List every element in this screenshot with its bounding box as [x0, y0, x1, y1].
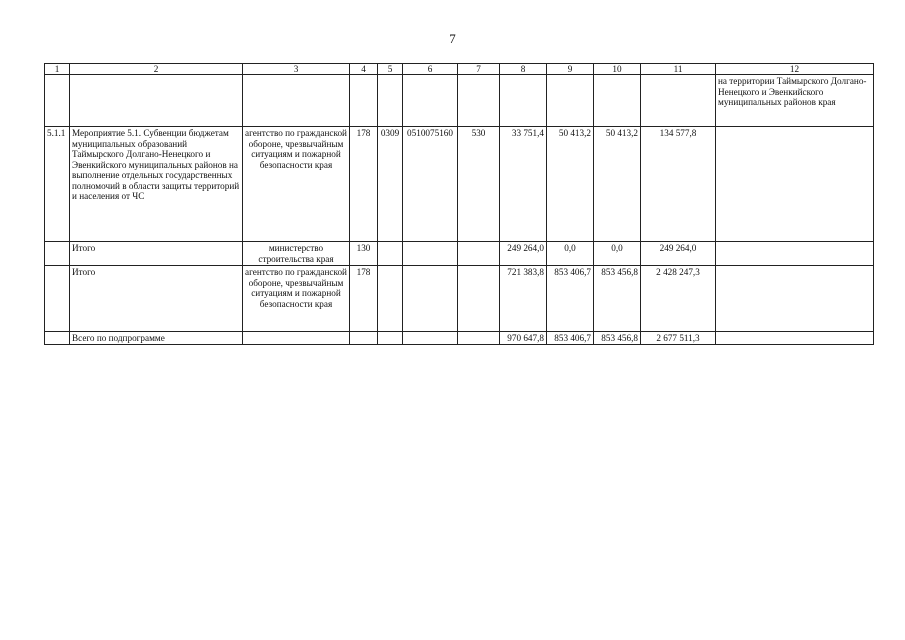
- amount-cell: 249 264,0: [500, 242, 547, 266]
- header-cell: 9: [547, 64, 594, 75]
- amount-cell: 50 413,2: [547, 127, 594, 242]
- total-amount-cell: 249 264,0: [641, 242, 716, 266]
- table-cell: [500, 75, 547, 127]
- result-description-cell: [716, 127, 874, 242]
- header-cell: 12: [716, 64, 874, 75]
- table-cell: [403, 75, 458, 127]
- page-number: 7: [449, 31, 456, 46]
- header-cell: 10: [594, 64, 641, 75]
- table-row-activity-5-1-1: [45, 127, 874, 242]
- table-cell: [378, 242, 403, 266]
- table-cell: [243, 332, 350, 345]
- table-cell: [350, 75, 378, 127]
- table-cell: [716, 266, 874, 332]
- header-cell: 3: [243, 64, 350, 75]
- table-cell: [403, 242, 458, 266]
- table-cell: [458, 242, 500, 266]
- header-cell: 5: [378, 64, 403, 75]
- table-cell: [403, 266, 458, 332]
- itogo-label-cell: Итого: [70, 266, 243, 332]
- grbs-cell: агентство по гражданской обороне, чрезвычайным ситуациям и пожарной безопасности края: [243, 127, 350, 242]
- amount-cell: 853 406,7: [547, 266, 594, 332]
- row-number-cell: 5.1.1: [45, 127, 70, 242]
- table-cell: [458, 266, 500, 332]
- table-cell: [403, 332, 458, 345]
- table-row-subprogram-total: [45, 332, 874, 345]
- amount-cell: 970 647,8: [500, 332, 547, 345]
- amount-cell: 50 413,2: [594, 127, 641, 242]
- table-cell: [641, 75, 716, 127]
- table-cell: [547, 75, 594, 127]
- table-row-itogo-ministry: [45, 242, 874, 266]
- amount-cell: 721 383,8: [500, 266, 547, 332]
- table-cell: [70, 75, 243, 127]
- table-cell: [458, 75, 500, 127]
- header-cell: 6: [403, 64, 458, 75]
- amount-cell: 853 456,8: [594, 332, 641, 345]
- activity-name-cell: Мероприятие 5.1. Субвенции бюджетам муниципальных образований Таймырского Долгано-Ненецкого и Эвенкийского муниципальных районов на выполнение отдельных государственных полномочий в области защиты территорий и населения от ЧС: [70, 127, 243, 242]
- table-cell: [243, 75, 350, 127]
- grbs-cell: агентство по гражданской обороне, чрезвычайным ситуациям и пожарной безопасности края: [243, 266, 350, 332]
- table-row-itogo-agency: [45, 266, 874, 332]
- grbs-cell: министерство строительства края: [243, 242, 350, 266]
- table-cell: [378, 332, 403, 345]
- table-cell: [45, 75, 70, 127]
- result-description-cell: на территории Таймырского Долгано-Ненецкого и Эвенкийского муниципальных районов края: [716, 75, 874, 127]
- itogo-label-cell: Итого: [70, 242, 243, 266]
- table-cell: [45, 332, 70, 345]
- amount-cell: 33 751,4: [500, 127, 547, 242]
- rzpr-cell: 0309: [378, 127, 403, 242]
- header-cell: 2: [70, 64, 243, 75]
- subprogram-total-label: Всего по подпрограмме: [70, 332, 243, 345]
- header-cell: 4: [350, 64, 378, 75]
- amount-cell: 853 456,8: [594, 266, 641, 332]
- grbs-code-cell: 178: [350, 266, 378, 332]
- amount-cell: 0,0: [547, 242, 594, 266]
- header-cell: 1: [45, 64, 70, 75]
- total-amount-cell: 2 677 511,3: [641, 332, 716, 345]
- column-number-row: [45, 64, 874, 75]
- table-cell: [458, 332, 500, 345]
- grbs-code-cell: 178: [350, 127, 378, 242]
- table-cell: [716, 332, 874, 345]
- table-cell: [45, 266, 70, 332]
- table-cell: [716, 242, 874, 266]
- table-cell: [594, 75, 641, 127]
- table-cell: [350, 332, 378, 345]
- total-amount-cell: 2 428 247,3: [641, 266, 716, 332]
- vr-cell: 530: [458, 127, 500, 242]
- grbs-code-cell: 130: [350, 242, 378, 266]
- header-cell: 11: [641, 64, 716, 75]
- amount-cell: 853 406,7: [547, 332, 594, 345]
- header-cell: 8: [500, 64, 547, 75]
- table-cell: [378, 266, 403, 332]
- total-amount-cell: 134 577,8: [641, 127, 716, 242]
- table-cell: [45, 242, 70, 266]
- table-row-continuation: [45, 75, 874, 127]
- subprogram-table: [44, 63, 874, 345]
- table-cell: [378, 75, 403, 127]
- header-cell: 7: [458, 64, 500, 75]
- csr-cell: 0510075160: [403, 127, 458, 242]
- amount-cell: 0,0: [594, 242, 641, 266]
